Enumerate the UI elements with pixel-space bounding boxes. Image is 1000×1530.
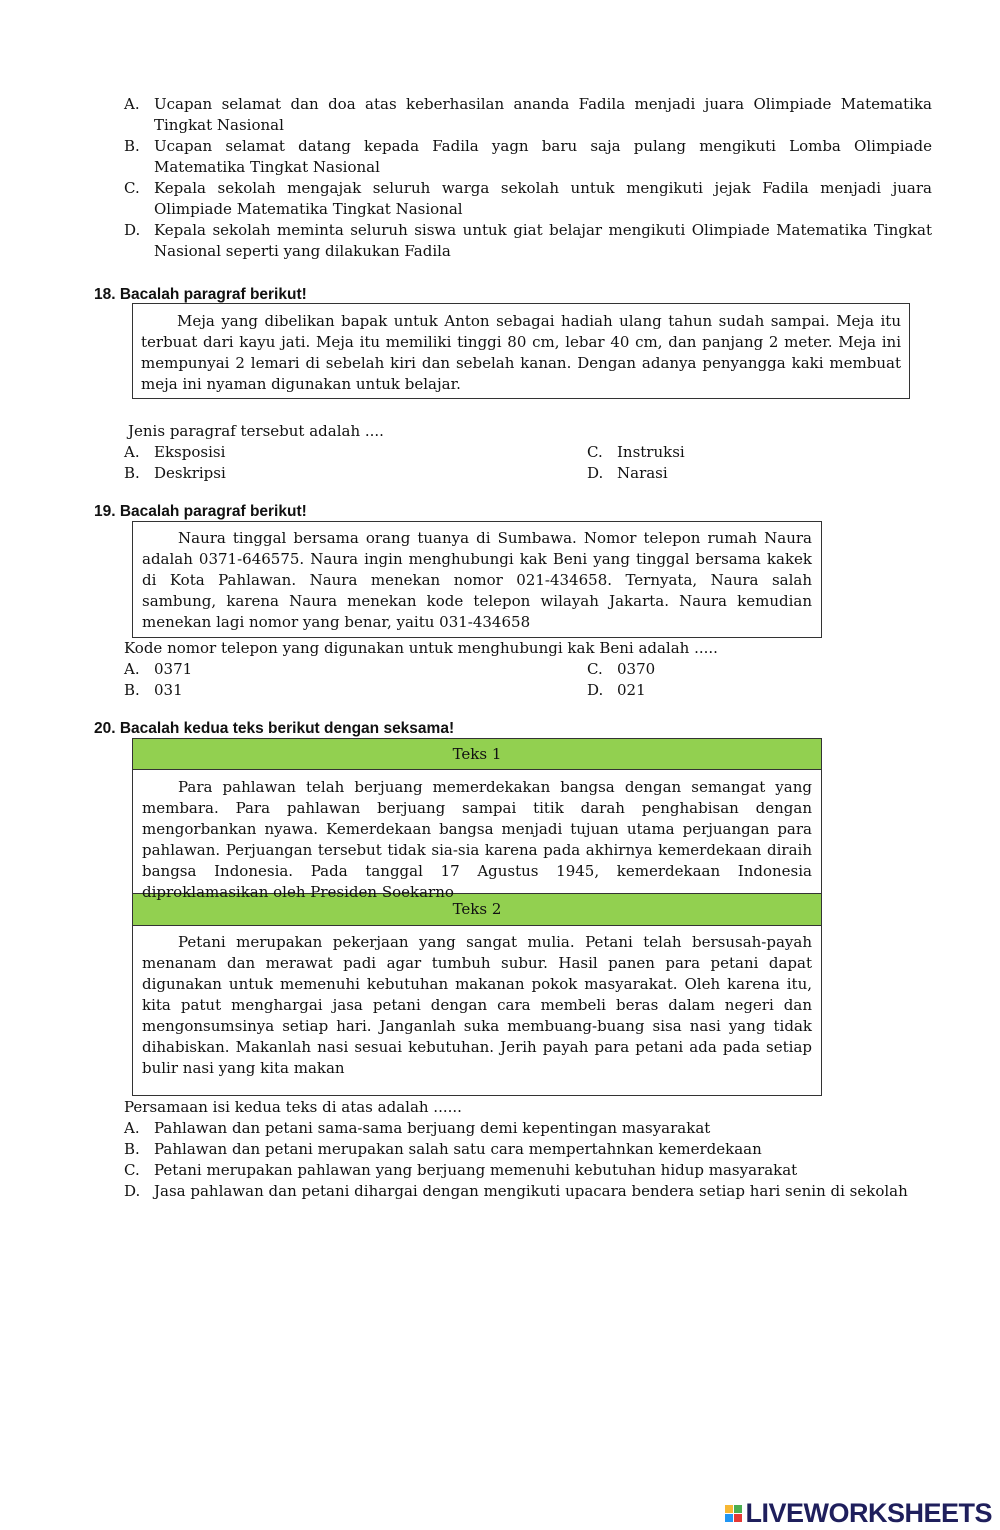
- q18-options-row-2: [124, 463, 1000, 484]
- q20-texts-table: [132, 738, 822, 1096]
- q19-option-d[interactable]: [587, 680, 1000, 701]
- option-text: 021: [617, 681, 646, 699]
- q18-option-a[interactable]: [124, 442, 587, 463]
- q18-stem: Jenis paragraf tersebut adalah ....: [128, 422, 384, 440]
- q20-option-a[interactable]: [124, 1118, 924, 1139]
- option-text: 0370: [617, 660, 656, 678]
- q20-stem: Persamaan isi kedua teks di atas adalah ......: [124, 1098, 462, 1116]
- teks1-text: Para pahlawan telah berjuang memerdekakan bangsa dengan semangat yang membara. Para pahlawan berjuang sampai titik darah penghabisan dengan mengorbankan nyawa. Kemerdekaan bangsa menjadi tujuan utama perjuangan para pahlawan. Perjuangan tersebut tidak sia-sia karena pada akhirnya kemerdekaan diraih bangsa Indonesia. Pada tanggal 17 Agustus 1945, kemerdekaan Indonesia diproklamasikan oleh Presiden Soekarno: [142, 778, 812, 901]
- option-letter: A.: [124, 443, 140, 461]
- teks2-text: Petani merupakan pekerjaan yang sangat mulia. Petani telah bersusah-payah menanam dan merawat padi agar tumbuh subur. Hasil panen para petani dapat digunakan untuk memenuhi kebutuhan makanan pokok masyarakat. Oleh karena itu, kita patut menghargai jasa petani dengan cara membeli beras dalam negeri dan mengonsumsinya setiap hari. Janganlah suka membuang-buang sisa nasi yang tidak dihabiskan. Makanlah nasi sesuai kebutuhan. Jerih payah para petani ada pada setiap bulir nasi yang kita makan: [142, 933, 812, 1077]
- option-letter: D.: [587, 464, 604, 482]
- q19-options-row-1: [124, 659, 1000, 680]
- q19-passage-box: [132, 521, 822, 638]
- q18-passage: Meja yang dibelikan bapak untuk Anton sebagai hadiah ulang tahun sudah sampai. Meja itu terbuat dari kayu jati. Meja itu memiliki tinggi 80 cm, lebar 40 cm, dan panjang 2 meter. Meja ini mempunyai 2 lemari di sebelah kiri dan sebelah kanan. Dengan adanya penyangga kaki membuat meja ini nyaman digunakan untuk belajar.: [141, 312, 901, 393]
- q18-title: 18. Bacalah paragraf berikut!: [94, 286, 307, 303]
- q18-option-d[interactable]: [587, 463, 1000, 484]
- q17-option-a[interactable]: [124, 94, 932, 136]
- option-text: Deskripsi: [154, 464, 226, 482]
- q19-stem: Kode nomor telepon yang digunakan untuk menghubungi kak Beni adalah .....: [124, 639, 718, 657]
- option-letter: D.: [124, 221, 141, 239]
- q20-option-b[interactable]: [124, 1139, 924, 1160]
- teks2-header: Teks 2: [133, 894, 821, 926]
- q19-passage: Naura tinggal bersama orang tuanya di Sumbawa. Nomor telepon rumah Naura adalah 0371-646575. Naura ingin menghubungi kak Beni yang tinggal bersama kakek di Kota Pahlawan. Naura menekan nomor 021-434658. Ternyata, Naura salah sambung, karena Naura menekan kode telepon wilayah Jakarta. Naura kemudian menekan lagi nomor yang benar, yaitu 031-434658: [142, 529, 812, 631]
- q17-option-c[interactable]: [124, 178, 932, 220]
- option-letter: B.: [124, 137, 140, 155]
- option-letter: B.: [124, 464, 140, 482]
- option-text: Petani merupakan pahlawan yang berjuang memenuhi kebutuhan hidup masyarakat: [154, 1161, 798, 1179]
- option-text: Eksposisi: [154, 443, 226, 461]
- q18-options-row-1: [124, 442, 1000, 463]
- option-letter: C.: [124, 1161, 140, 1179]
- option-text: Ucapan selamat dan doa atas keberhasilan ananda Fadila menjadi juara Olimpiade Matematika Tingkat Nasional: [154, 95, 932, 134]
- option-letter: C.: [587, 443, 603, 461]
- option-letter: C.: [587, 660, 603, 678]
- q19-option-b[interactable]: [124, 680, 587, 701]
- option-letter: A.: [124, 95, 140, 113]
- option-text: Ucapan selamat datang kepada Fadila yagn baru saja pulang mengikuti Lomba Olimpiade Matematika Tingkat Nasional: [154, 137, 932, 176]
- option-letter: B.: [124, 681, 140, 699]
- teks1-header: Teks 1: [133, 739, 821, 770]
- option-text: Instruksi: [617, 443, 685, 461]
- q19-options-row-2: [124, 680, 1000, 701]
- option-text: 031: [154, 681, 183, 699]
- option-letter: D.: [587, 681, 604, 699]
- logo-text: LIVEWORKSHEETS: [745, 1498, 992, 1528]
- option-text: Pahlawan dan petani merupakan salah satu cara mempertahnkan kemerdekaan: [154, 1140, 762, 1158]
- q19-title: 19. Bacalah paragraf berikut!: [94, 503, 307, 520]
- q20-option-d[interactable]: [124, 1181, 944, 1202]
- q17-option-d[interactable]: [124, 220, 932, 262]
- option-letter: A.: [124, 1119, 140, 1137]
- option-text: Jasa pahlawan dan petani dihargai dengan mengikuti upacara bendera setiap hari senin di sekolah: [154, 1182, 908, 1200]
- q18-passage-box: [132, 303, 910, 399]
- option-text: 0371: [154, 660, 193, 678]
- option-letter: C.: [124, 179, 140, 197]
- option-text: Kepala sekolah mengajak seluruh warga sekolah untuk mengikuti jejak Fadila menjadi juara Olimpiade Matematika Tingkat Nasional: [154, 179, 932, 218]
- q20-title: 20. Bacalah kedua teks berikut dengan seksama!: [94, 720, 455, 737]
- option-text: Narasi: [617, 464, 668, 482]
- teks2-cell: [133, 926, 821, 1083]
- liveworksheets-logo[interactable]: [725, 1498, 992, 1528]
- q19-option-c[interactable]: [587, 659, 1000, 680]
- option-text: Pahlawan dan petani sama-sama berjuang demi kepentingan masyarakat: [154, 1119, 711, 1137]
- teks1-cell: [133, 770, 821, 901]
- q20-option-c[interactable]: [124, 1160, 924, 1181]
- q18-option-c[interactable]: [587, 442, 1000, 463]
- liveworksheets-logo-icon: [725, 1505, 742, 1522]
- option-letter: D.: [124, 1182, 141, 1200]
- option-letter: B.: [124, 1140, 140, 1158]
- q19-option-a[interactable]: [124, 659, 587, 680]
- option-letter: A.: [124, 660, 140, 678]
- q17-option-b[interactable]: [124, 136, 932, 178]
- q18-option-b[interactable]: [124, 463, 587, 484]
- option-text: Kepala sekolah meminta seluruh siswa untuk giat belajar mengikuti Olimpiade Matematika Tingkat Nasional seperti yang dilakukan Fadila: [154, 221, 932, 260]
